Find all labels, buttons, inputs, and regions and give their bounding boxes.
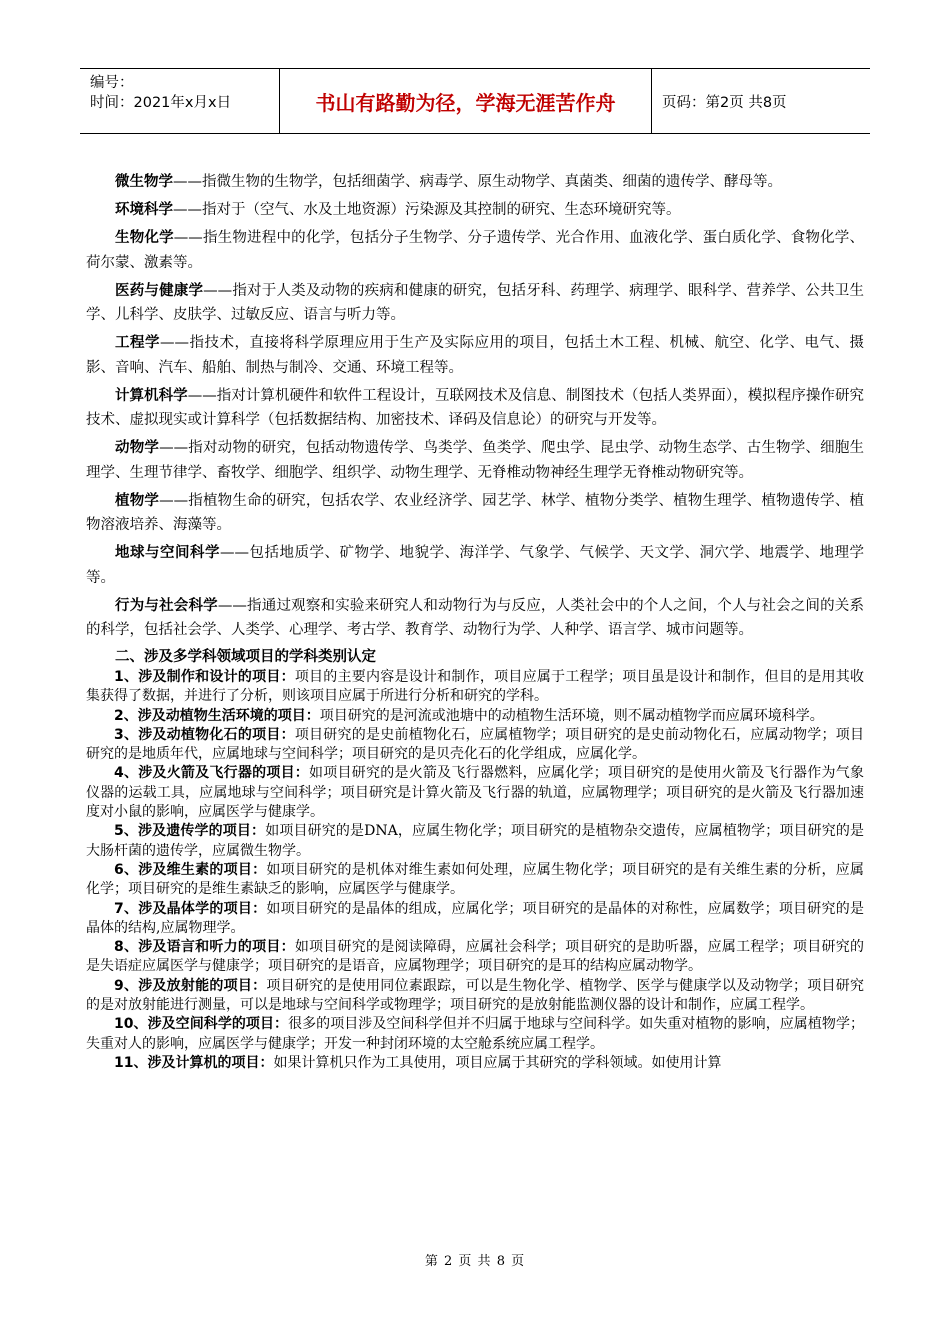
category-term: 行为与社会科学 <box>115 597 218 614</box>
list-item <box>86 938 864 977</box>
list-item <box>86 1054 864 1073</box>
item-text: 如项目研究的是火箭及飞行器燃料，应属化学；项目研究的是使用火箭及飞行器作为气象仪器的运载工具，应属地球与空间科学；项目研究是计算火箭及飞行器的轨道，应属物理学；项目研究的是火箭及飞行器加速度对小鼠的影响，应属医学与健康学。 <box>86 765 864 821</box>
category-description: ——指植物生命的研究，包括农学、农业经济学、园艺学、林学、植物分类学、植物生理学、植物遗传学、植物溶液培养、海藻等。 <box>86 492 865 533</box>
list-item <box>86 861 864 900</box>
list-item <box>86 764 864 822</box>
item-label: 4、涉及火箭及飞行器的项目： <box>114 765 310 782</box>
category-description: ——指对于人类及动物的疾病和健康的研究，包括牙科、药理学、病理学、眼科学、营养学、公共卫生学、儿科学、皮肤学、过敏反应、语言与听力等。 <box>86 282 865 323</box>
category-description: ——指技术，直接将科学原理应用于生产及实际应用的项目，包括土木工程、机械、航空、化学、电气、摄影、音响、汽车、船舶、制热与制冷、交通、环境工程等。 <box>86 335 864 376</box>
header-motto: 书山有路勤为径，学海无涯苦作舟 <box>280 69 652 133</box>
item-text: 如项目研究的是阅读障碍，应属社会科学；项目研究的是助听器，应属工程学；项目研究的是失语症应属医学与健康学；项目研究的是语音，应属物理学；项目研究的是耳的结构应属动物学。 <box>86 939 864 975</box>
item-text: 项目研究的是河流或池塘中的动植物生活环境，则不属动植物学而应属环境科学。 <box>319 707 824 724</box>
category-paragraph <box>86 489 864 538</box>
category-paragraph <box>86 541 864 590</box>
item-label: 6、涉及维生素的项目： <box>114 861 267 878</box>
item-label: 5、涉及遗传学的项目： <box>114 823 266 840</box>
document-body <box>86 170 864 1073</box>
item-label: 1、涉及制作和设计的项目： <box>114 669 295 685</box>
category-list <box>86 170 864 643</box>
list-item <box>86 1015 864 1054</box>
category-description: ——指通过观察和实验来研究人和动物行为与反应，人类社会中的个人之间，个人与社会之间的关系的科学，包括社会学、人类学、心理学、考古学、教育学、动物行为学、人种学、语言学、城市问题等。 <box>86 597 864 638</box>
category-description: ——指生物进程中的化学，包括分子生物学、分子遗传学、光合作用、血液化学、蛋白质化学、食物化学、荷尔蒙、激素等。 <box>86 230 865 271</box>
item-list <box>86 668 864 1073</box>
category-paragraph <box>86 331 864 380</box>
item-label: 9、涉及放射能的项目： <box>114 977 267 994</box>
list-item <box>86 726 864 765</box>
header-meta <box>80 69 280 133</box>
category-term: 动物学 <box>115 440 160 456</box>
item-text: 项目的主要内容是设计和制作，项目应属于工程学；项目虽是设计和制作，但目的是用其收集获得了数据，并进行了分析，则该项目应属于所进行分析和研究的学科。 <box>86 669 864 705</box>
item-text: 很多的项目涉及空间科学但并不归属于地球与空间科学。如失重对植物的影响，应属植物学；失重对人的影响，应属医学与健康学；开发一种封闭环境的太空舱系统应属工程学。 <box>86 1016 864 1052</box>
category-description: ——指对动物的研究，包括动物遗传学、鸟类学、鱼类学、爬虫学、昆虫学、动物生态学、古生物学、细胞生理学、生理节律学、畜牧学、细胞学、组织学、动物生理学、无脊椎动物神经生理学无脊椎动物研究等。 <box>86 440 865 481</box>
category-term: 环境科学 <box>115 202 173 218</box>
category-description: ——包括地质学、矿物学、地貌学、海洋学、气象学、气候学、天文学、洞穴学、地震学、地理学等。 <box>86 545 864 586</box>
item-label: 7、涉及晶体学的项目： <box>114 900 267 917</box>
category-paragraph <box>86 226 864 275</box>
category-term: 工程学 <box>115 335 160 351</box>
document-number: 编号： <box>90 75 134 91</box>
category-paragraph <box>86 170 864 195</box>
category-term: 植物学 <box>115 492 160 509</box>
item-label: 3、涉及动植物化石的项目： <box>114 726 295 743</box>
item-text: 如果计算机只作为工具使用，项目应属于其研究的学科领域。如使用计算 <box>273 1054 722 1071</box>
category-paragraph <box>86 594 864 643</box>
page-footer: 第 2 页 共 8 页 <box>424 1254 526 1269</box>
list-item <box>86 822 864 861</box>
category-term: 地球与空间科学 <box>115 545 220 561</box>
page-header <box>80 68 870 134</box>
category-paragraph <box>86 279 864 328</box>
section-title: 二、涉及多学科领域项目的学科类别认定 <box>115 649 376 665</box>
category-term: 生物化学 <box>115 230 174 246</box>
document-date: 时间：2021年x月x日 <box>90 95 232 111</box>
item-label: 11、涉及计算机的项目： <box>114 1054 274 1071</box>
item-text: 如项目研究的是DNA，应属生物化学；项目研究的是植物杂交遗传，应属植物学；项目研究的是大肠杆菌的遗传学，应属微生物学。 <box>86 823 864 859</box>
list-item <box>86 977 864 1016</box>
item-text: 如项目研究的是机体对维生素如何处理，应属生物化学；项目研究的是有关维生素的分析，应属化学；项目研究的是维生素缺乏的影响，应属医学与健康学。 <box>86 861 864 898</box>
category-description: ——指对于（空气、水及土地资源）污染源及其控制的研究、生态环境研究等。 <box>173 202 681 218</box>
list-item <box>86 707 864 726</box>
category-term: 计算机科学 <box>115 387 188 404</box>
item-text: 项目研究的是使用同位素跟踪，可以是生物化学、植物学、医学与健康学以及动物学；项目研究的是对放射能进行测量，可以是地球与空间科学或物理学；项目研究的是放射能监测仪器的设计和制作，应属工程学。 <box>86 977 864 1014</box>
category-description: ——指对计算机硬件和软件工程设计，互联网技术及信息、制图技术（包括人类界面），模拟程序操作研究技术、虚拟现实或计算科学（包括数据结构、加密技术、译码及信息论）的研究与开发等。 <box>86 387 865 428</box>
item-text: 如项目研究的是晶体的组成，应属化学；项目研究的是晶体的对称性，应属数学；项目研究的是晶体的结构,应属物理学。 <box>86 900 864 936</box>
category-paragraph <box>86 436 864 485</box>
list-item <box>86 668 864 707</box>
item-label: 8、涉及语言和听力的项目： <box>114 939 295 956</box>
item-text: 项目研究的是史前植物化石，应属植物学；项目研究的是史前动物化石，应属动物学；项目研究的是地质年代，应属地球与空间科学；项目研究的是贝壳化石的化学组成，应属化学。 <box>86 726 864 763</box>
list-item <box>86 900 864 939</box>
item-label: 2、涉及动植物生活环境的项目： <box>114 707 320 724</box>
category-term: 医药与健康学 <box>115 282 204 299</box>
category-paragraph <box>86 198 864 223</box>
category-term: 微生物学 <box>115 174 173 190</box>
item-label: 10、涉及空间科学的项目： <box>114 1016 289 1033</box>
category-description: ——指微生物的生物学，包括细菌学、病毒学、原生动物学、真菌类、细菌的遗传学、酵母等。 <box>173 174 782 190</box>
header-page-number: 页码：第2页 共8页 <box>662 94 787 111</box>
category-paragraph <box>86 384 864 433</box>
